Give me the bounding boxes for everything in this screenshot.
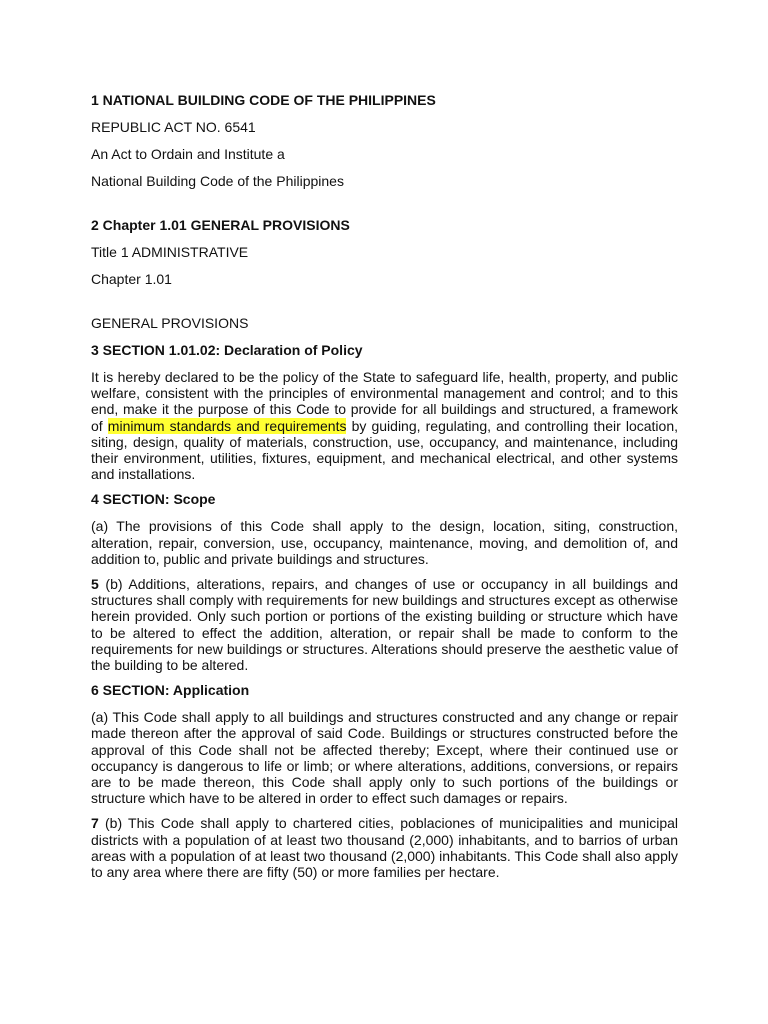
republic-act-number: REPUBLIC ACT NO. 6541 <box>91 119 256 135</box>
scope-paragraph-b <box>91 576 678 673</box>
general-provisions-label: GENERAL PROVISIONS <box>91 315 249 331</box>
scope-paragraph-a: (a) The provisions of this Code shall apply to the design, location, siting, construction, alteration, repair, conversion, use, occupancy, maintenance, moving, and demolition of, and addition to, public and private buildings and structures. <box>91 518 678 567</box>
highlighted-text: minimum standards and requirements <box>107 417 347 434</box>
act-title-line-2: National Building Code of the Philippines <box>91 173 344 189</box>
application-paragraph-b-text: (b) This Code shall apply to chartered cities, poblaciones of municipalities and municipal districts with a population of at least two thousand (2,000) inhabitants, and to barrios of urban areas with a population of at least two thousand (2,000) inhabitants. This Code shall also apply to any area where there are fifty (50) or more families per hectare. <box>91 815 678 881</box>
policy-text-before: It is hereby declared to be the policy of the State to safeguard life, health, property, and public welfare, consistent with the principles of environmental management and control; and to this end, make it the purpose of this Code to provide for all buildings and structured, a framework of <box>91 369 678 434</box>
application-paragraph-b <box>91 815 678 880</box>
heading-national-building-code: 1 NATIONAL BUILDING CODE OF THE PHILIPPINES <box>91 92 436 108</box>
act-title-line-1: An Act to Ordain and Institute a <box>91 146 285 162</box>
heading-chapter-general-provisions: 2 Chapter 1.01 GENERAL PROVISIONS <box>91 217 350 233</box>
paragraph-number-5: 5 <box>91 576 99 593</box>
chapter-number: Chapter 1.01 <box>91 271 172 287</box>
policy-text-after: by guiding, regulating, and controlling their location, siting, design, quality of materials, construction, use, occupancy, and maintenance, including their environment, utilities, fixtures, equipment, and mechanical electrical, and other systems and installations. <box>91 417 679 483</box>
heading-application: 6 SECTION: Application <box>91 682 250 699</box>
paragraph-number-7: 7 <box>91 815 99 832</box>
heading-declaration-of-policy: 3 SECTION 1.01.02: Declaration of Policy <box>91 342 363 358</box>
policy-paragraph <box>91 369 678 482</box>
scope-paragraph-b-text: (b) Additions, alterations, repairs, and changes of use or occupancy in all buildings and structures shall comply with requirements for new buildings and structures except as otherwise herein provided. Only such portion or portions of the existing building or structure which have to be altered to effect the addition, alteration, or repair shall be made to conform to the requirements for new buildings or structures. Alterations should preserve the aesthetic value of the building to be altered. <box>91 576 678 674</box>
heading-scope: 4 SECTION: Scope <box>91 491 216 508</box>
title-administrative: Title 1 ADMINISTRATIVE <box>91 244 249 260</box>
application-paragraph-a: (a) This Code shall apply to all buildings and structures constructed and any change or repair made thereon after the approval of said Code. Buildings or structures constructed before the approval of this Code shall not be affected thereby; Except, where their continued use or occupancy is dangerous to life or limb; or where alterations, additions, conversions, or repairs are to be made thereon, this Code shall apply only to such portions of the buildings or structure which have to be altered in order to effect such damages or repairs. <box>91 709 678 807</box>
